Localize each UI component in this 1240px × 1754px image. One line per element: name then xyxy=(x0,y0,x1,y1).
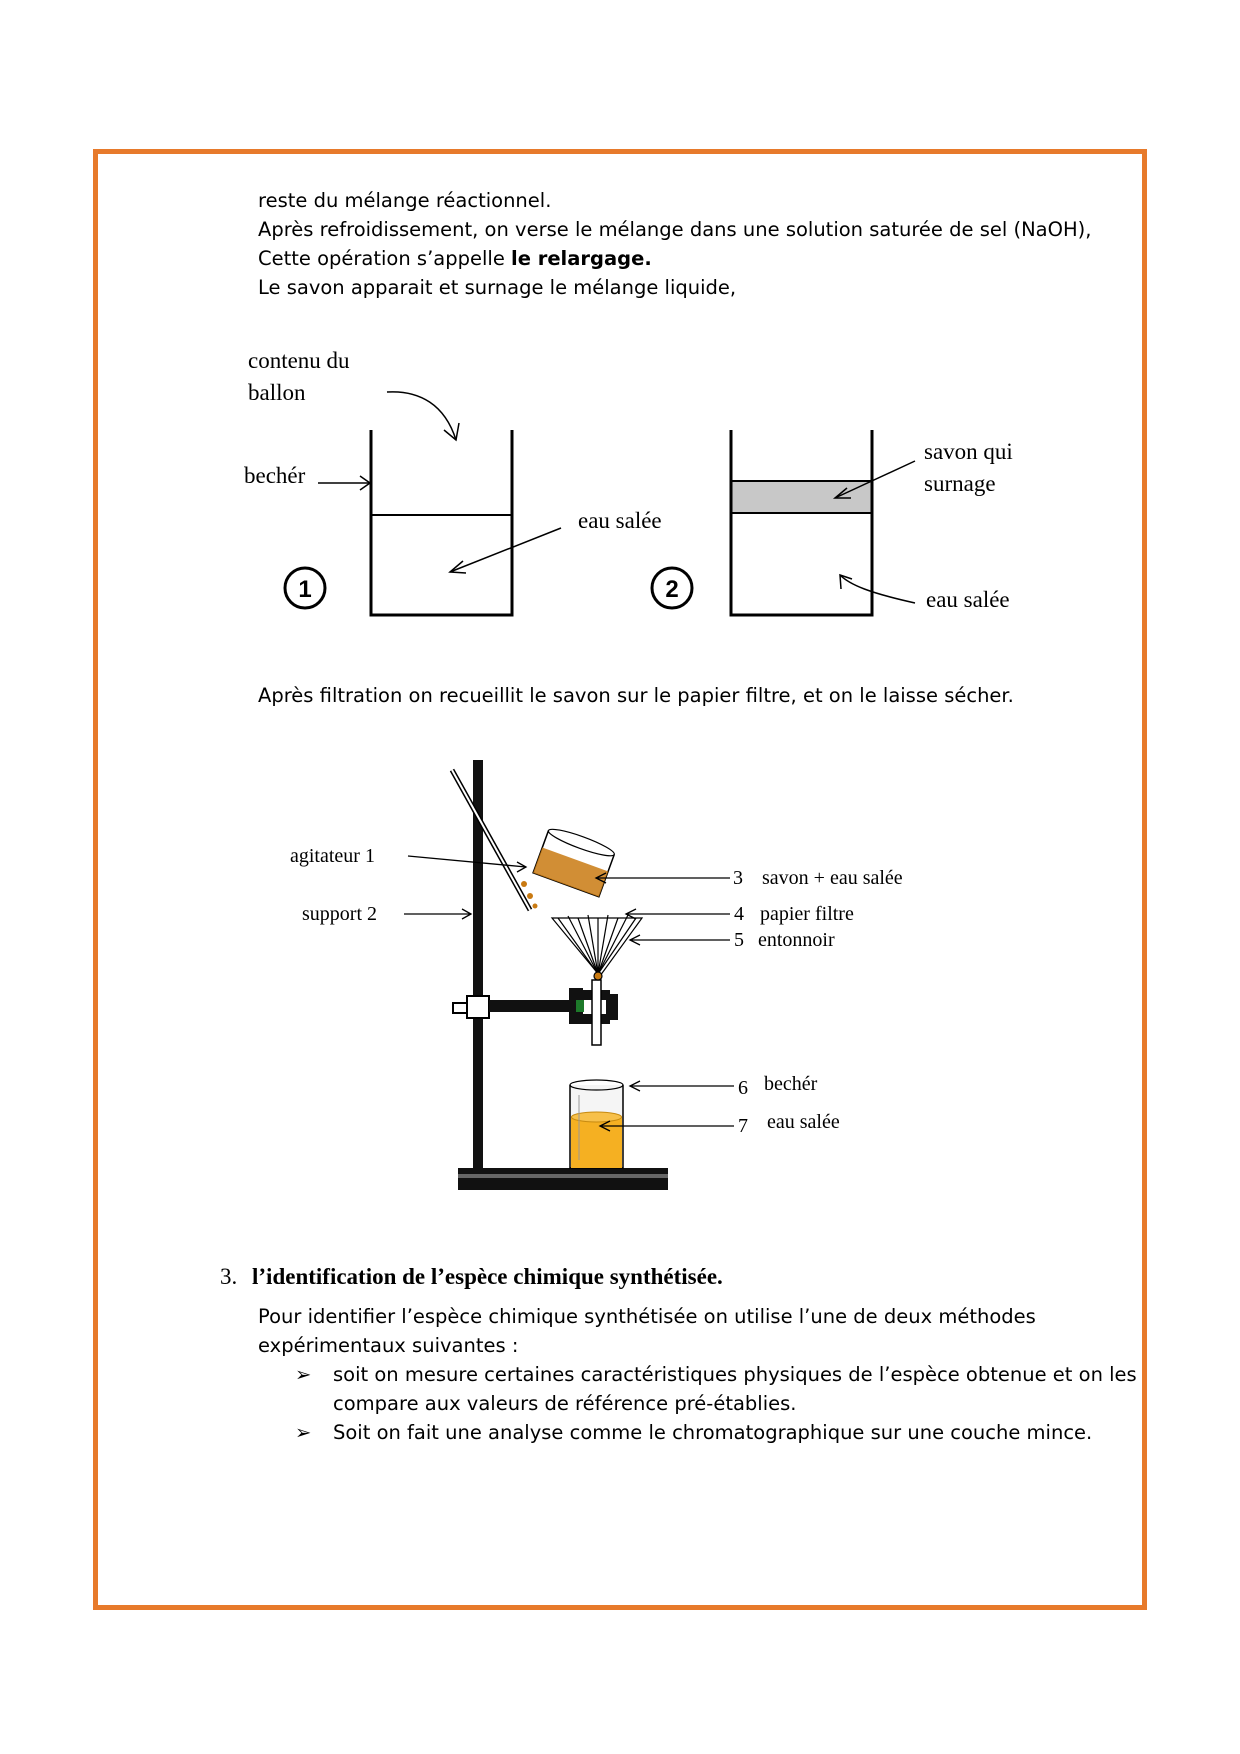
intro-line-1: reste du mélange réactionnel. xyxy=(258,189,552,212)
savon-label-1: savon qui xyxy=(924,439,1013,464)
section-3-intro-line-2: expérimentaux suivantes : xyxy=(258,1334,519,1357)
method-item-1 xyxy=(295,1360,1137,1418)
section-3-number: 3. xyxy=(220,1264,238,1289)
bullet-arrow-icon: ➢ xyxy=(295,1363,312,1386)
method-list xyxy=(295,1360,1137,1447)
bullet-arrow-icon: ➢ xyxy=(295,1421,312,1444)
funnel xyxy=(552,915,642,980)
support-label: support 2 xyxy=(302,903,377,925)
contenu-label-2: ballon xyxy=(248,380,306,405)
funnel-stem xyxy=(592,980,601,1045)
step-1-number: 1 xyxy=(298,576,312,603)
filtration-paragraph xyxy=(258,681,1014,710)
contenu-label-1: contenu du xyxy=(248,348,350,373)
section-3-intro-line-1: Pour identifier l’espèce chimique synthétisée on utilise l’une de deux méthodes xyxy=(258,1305,1036,1328)
step-2-number: 2 xyxy=(665,576,679,603)
beaker-1 xyxy=(371,430,512,615)
contenu-arrow xyxy=(387,392,456,440)
pouring-beaker xyxy=(533,825,616,897)
item4-number: 4 xyxy=(734,903,744,925)
receiving-beaker xyxy=(570,1080,623,1168)
method-1-line-1: soit on mesure certaines caractéristiques physiques de l’espèce obtenue et on les xyxy=(333,1363,1137,1386)
filtration-figure xyxy=(280,750,960,1200)
intro-line-2: Après refroidissement, on verse le mélange dans une solution saturée de sel (NaOH), xyxy=(258,218,1092,241)
item7-label: eau salée xyxy=(767,1111,840,1133)
beaker-2 xyxy=(731,430,872,615)
step-1-marker xyxy=(285,568,325,608)
section-3-title: l’identification de l’espèce chimique synthétisée. xyxy=(252,1264,723,1289)
item5-number: 5 xyxy=(734,929,744,951)
savon-arrow xyxy=(835,461,915,498)
eau-salee-label-2: eau salée xyxy=(926,587,1010,612)
item6-number: 6 xyxy=(738,1077,748,1099)
method-item-2 xyxy=(295,1418,1137,1447)
intro-line-3-prefix: Cette opération s’appelle xyxy=(258,247,512,270)
item5-label: entonnoir xyxy=(758,929,835,951)
section-3-intro xyxy=(258,1302,1036,1360)
savon-label-2: surnage xyxy=(924,471,996,496)
eau-salee-label-1: eau salée xyxy=(578,508,662,533)
method-2-text: Soit on fait une analyse comme le chromatographique sur une couche mince. xyxy=(333,1421,1093,1444)
intro-line-4: Le savon apparait et surnage le mélange liquide, xyxy=(258,276,737,299)
item6-label: bechér xyxy=(764,1073,818,1095)
relargage-figure xyxy=(230,335,1060,660)
item3-label: savon + eau salée xyxy=(762,867,903,889)
eau-salee-arrow-1 xyxy=(450,528,561,572)
relargage-term: le relargage. xyxy=(511,247,652,270)
step-2-marker xyxy=(652,568,692,608)
method-1-line-2: compare aux valeurs de référence pré-établies. xyxy=(333,1392,797,1415)
filtration-text: Après filtration on recueillit le savon sur le papier filtre, et on le laisse sécher. xyxy=(258,684,1014,707)
item4-label: papier filtre xyxy=(760,903,854,925)
intro-line-3 xyxy=(258,244,1091,273)
intro-paragraph xyxy=(258,186,1091,302)
becher-label: bechér xyxy=(244,463,306,488)
item7-number: 7 xyxy=(738,1115,748,1137)
item3-number: 3 xyxy=(733,867,743,889)
agitateur-label: agitateur 1 xyxy=(290,845,375,867)
soap-layer xyxy=(731,481,872,513)
stand-base xyxy=(458,1168,668,1190)
section-3-heading xyxy=(220,1264,723,1290)
